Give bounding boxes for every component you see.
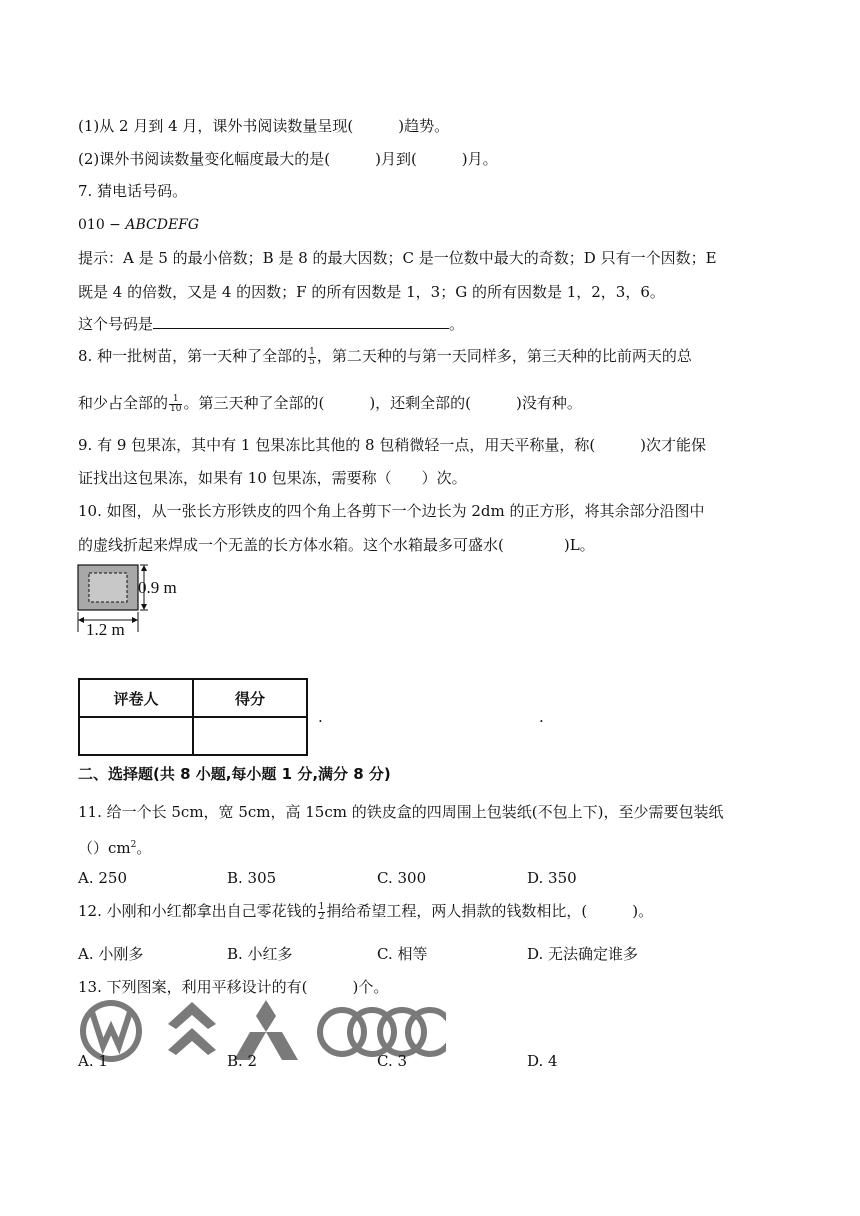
q7-answer (78, 314, 464, 334)
q7-hint-line1: 提示：A 是 5 的最小倍数；B 是 8 的最大因数；C 是一位数中最大的奇数；D 只有一个因数；E (78, 249, 717, 267)
q8-line1-b: ，第二天种的与第一天同样多，第三天种的比前两天的总 (316, 347, 692, 365)
q10-line1: 10. 如图，从一张长方形铁皮的四个角上各剪下一个边长为 2dm 的正方形，将其余部分沿图中 (78, 502, 705, 520)
q7-answer-end: 。 (449, 315, 465, 333)
q6-sub2: (2)课外书阅读数量变化幅度最大的是( )月到( )月。 (78, 150, 498, 168)
q10-width-label: 1.2 m (86, 620, 125, 639)
q10-line2: 的虚线折起来焊成一个无盖的长方体水箱。这个水箱最多可盛水( )L。 (78, 536, 595, 554)
q8-frac2-num: 1 (169, 395, 182, 405)
q8-frac1-den: 5 (309, 356, 315, 367)
q8-frac2-den: 10 (170, 403, 182, 414)
q11-line2-b: 。 (136, 839, 152, 857)
q11-option-b[interactable]: B. 305 (227, 869, 277, 887)
q11-line2 (78, 835, 151, 858)
q8-frac1-num: 1 (309, 346, 315, 357)
dot-mark-1: . (318, 708, 323, 726)
q12-line (78, 901, 653, 922)
q8-line1 (78, 346, 692, 367)
q12-option-b[interactable]: B. 小红多 (227, 945, 293, 963)
q7-hint-line2: 既是 4 的倍数，又是 4 的因数；F 的所有因数是 1，3；G 的所有因数是 1，2，3，6。 (78, 283, 665, 301)
q11-line2-a: （）cm (78, 839, 131, 857)
q8-line2-a: 和少占全部的 (78, 394, 169, 412)
score-table-score-cell[interactable] (193, 717, 307, 755)
q11-option-a[interactable]: A. 250 (78, 869, 127, 887)
q12-fraction-one-half (318, 903, 326, 922)
q11-option-c[interactable]: C. 300 (377, 869, 427, 887)
q7-title: 7. 猜电话号码。 (78, 182, 188, 200)
q13-line: 13. 下列图案，利用平移设计的有( )个。 (78, 978, 389, 996)
q12-option-a[interactable]: A. 小刚多 (78, 945, 144, 963)
q10-height-label: 0.9 m (138, 578, 177, 597)
score-table-score-header: 得分 (193, 679, 307, 717)
q13-option-b[interactable]: B. 2 (227, 1052, 258, 1070)
double-chevron-logo-icon (168, 1002, 216, 1055)
q11-square-sup: 2 (130, 840, 137, 850)
q8-fraction-one-tenth (169, 395, 182, 414)
q11-option-d[interactable]: D. 350 (527, 869, 577, 887)
q13-option-a[interactable]: A. 1 (78, 1052, 108, 1070)
q9-line2: 证找出这包果冻，如果有 10 包果冻，需要称（ ）次。 (78, 469, 467, 487)
score-table-grader-cell[interactable] (79, 717, 193, 755)
q9-line1: 9. 有 9 包果冻，其中有 1 包果冻比其他的 8 包稍微轻一点，用天平称量，称( )次才能保 (78, 436, 707, 454)
four-rings-logo-icon (320, 1010, 446, 1054)
q6-sub1: (1)从 2 月到 4 月，课外书阅读数量呈现( )趋势。 (78, 117, 450, 135)
q12-line-b: 捐给希望工程，两人捐款的钱数相比，( )。 (326, 902, 654, 920)
q12-frac-den: 2 (318, 911, 325, 922)
score-table (78, 678, 308, 756)
q12-option-d[interactable]: D. 无法确定谁多 (527, 945, 639, 963)
q7-code-letters: ABCDEFG (125, 217, 200, 233)
q11-line1: 11. 给一个长 5cm，宽 5cm，高 15cm 的铁皮盒的四周围上包装纸(不包上下)，至少需要包装纸 (78, 803, 724, 821)
q13-option-d[interactable]: D. 4 (527, 1052, 558, 1070)
q7-answer-blank[interactable] (153, 314, 449, 329)
score-table-grader-header: 评卷人 (79, 679, 193, 717)
q7-answer-label: 这个号码是 (78, 315, 154, 333)
q12-line-a: 12. 小刚和小红都拿出自己零花钱的 (78, 902, 317, 920)
q12-frac-num: 1 (318, 901, 325, 912)
q8-line1-a: 8. 种一批树苗，第一天种了全部的 (78, 347, 308, 365)
dot-mark-2: . (539, 708, 544, 726)
q7-code-prefix: 010 − (78, 217, 126, 233)
q8-fraction-one-fifth (308, 348, 316, 367)
q12-option-c[interactable]: C. 相等 (377, 945, 428, 963)
q8-line2 (78, 393, 582, 414)
q13-option-c[interactable]: C. 3 (377, 1052, 408, 1070)
q7-code (78, 215, 199, 235)
q8-line2-b: 。第三天种了全部的( )，还剩全部的( )没有种。 (183, 394, 582, 412)
section2-title: 二、选择题(共 8 小题,每小题 1 分,满分 8 分) (78, 765, 391, 783)
sheet-base (89, 573, 127, 602)
